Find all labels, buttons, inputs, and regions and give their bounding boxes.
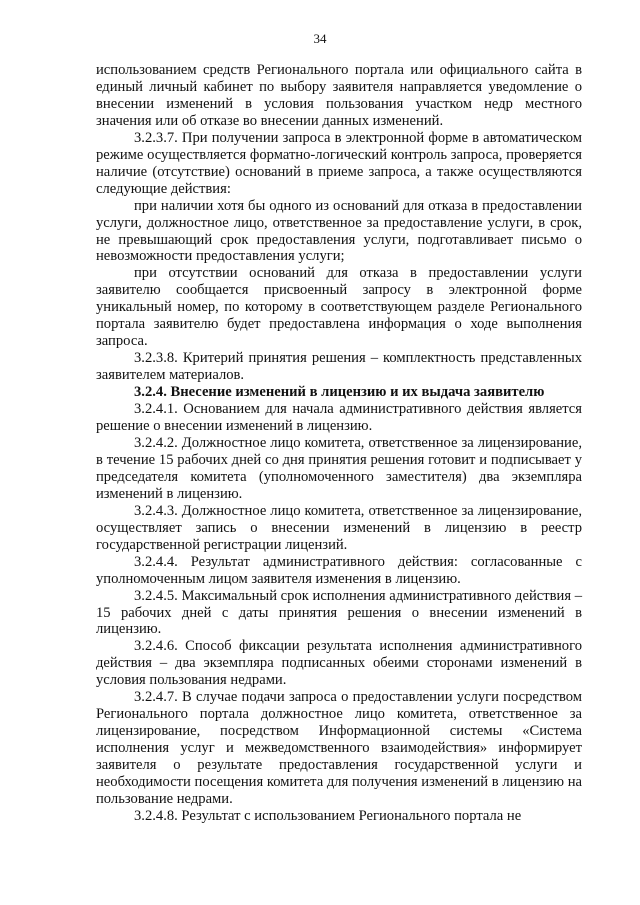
paragraph-3-2-4-1: 3.2.4.1. Основанием для начала административного действия является решение о внесении изменений в лицензию. [96, 401, 582, 435]
page-number: 34 [313, 31, 327, 46]
paragraph-3-2-3-8: 3.2.3.8. Критерий принятия решения – комплектность представленных заявителем материалов. [96, 350, 582, 384]
paragraph-refusal-case: при наличии хотя бы одного из оснований для отказа в предоставлении услуги, должностное лицо, ответственное за предоставление услуги, в срок, не превышающий срок предоставления услуги, подготавливает письмо о невозможности предоставления услуги; [96, 197, 582, 265]
paragraph-3-2-4-3: 3.2.4.3. Должностное лицо комитета, ответственное за лицензирование, осуществляет запись о внесении изменений в лицензию в реестр государственной регистрации лицензий. [96, 502, 582, 553]
document-body [96, 62, 582, 825]
paragraph-3-2-3-7: 3.2.3.7. При получении запроса в электронной форме в автоматическом режиме осуществляется форматно-логический контроль запроса, проверяется наличие (отсутствие) оснований в приеме запроса, а также осуществляются следующие действия: [96, 129, 582, 197]
paragraph-no-refusal-case: при отсутствии оснований для отказа в предоставлении услуги заявителю сообщается присвоенный запросу в электронной форме уникальный номер, по которому в соответствующем разделе Регионального портала заявителю будет предоставлена информация о ходе выполнения запроса. [96, 265, 582, 350]
paragraph-3-2-4-8: 3.2.4.8. Результат с использованием Регионального портала не [134, 807, 522, 824]
paragraph-3-2-4-7: 3.2.4.7. В случае подачи запроса о предоставлении услуги посредством Регионального портала должностное лицо комитета, ответственное за лицензирование, посредством Информационной системы «Система исполнения услуг и межведомственного взаимодействия» информирует заявителя о результате предоставления государственной услуги и необходимости посещения комитета для получения изменений в лицензию на пользование недрами. [96, 689, 582, 807]
paragraph-3-2-4-4: 3.2.4.4. Результат административного действия: согласованные с уполномоченным лицом заявителя изменения в лицензию. [96, 553, 582, 587]
paragraph-3-2-4-2: 3.2.4.2. Должностное лицо комитета, ответственное за лицензирование, в течение 15 рабочих дней со дня принятия решения готовит и подписывает у председателя комитета (уполномоченного заместителя) два экземпляра изменений в лицензию. [96, 434, 582, 502]
paragraph-3-2-4-6: 3.2.4.6. Способ фиксации результата исполнения административного действия – два экземпляра подписанных обеими сторонами изменений в условия пользования недрами. [96, 638, 582, 689]
paragraph-continuation: использованием средств Регионального портала или официального сайта в единый личный кабинет по выбору заявителя направляется уведомление о внесении изменений в условия пользования участком недр местного значения или об отказе во внесении данных изменений. [96, 62, 582, 129]
paragraph-3-2-4-5: 3.2.4.5. Максимальный срок исполнения административного действия – 15 рабочих дней с даты принятия решения о внесении изменений в лицензию. [96, 587, 582, 638]
section-heading-3-2-4: 3.2.4. Внесение изменений в лицензию и их выдача заявителю [134, 384, 545, 401]
